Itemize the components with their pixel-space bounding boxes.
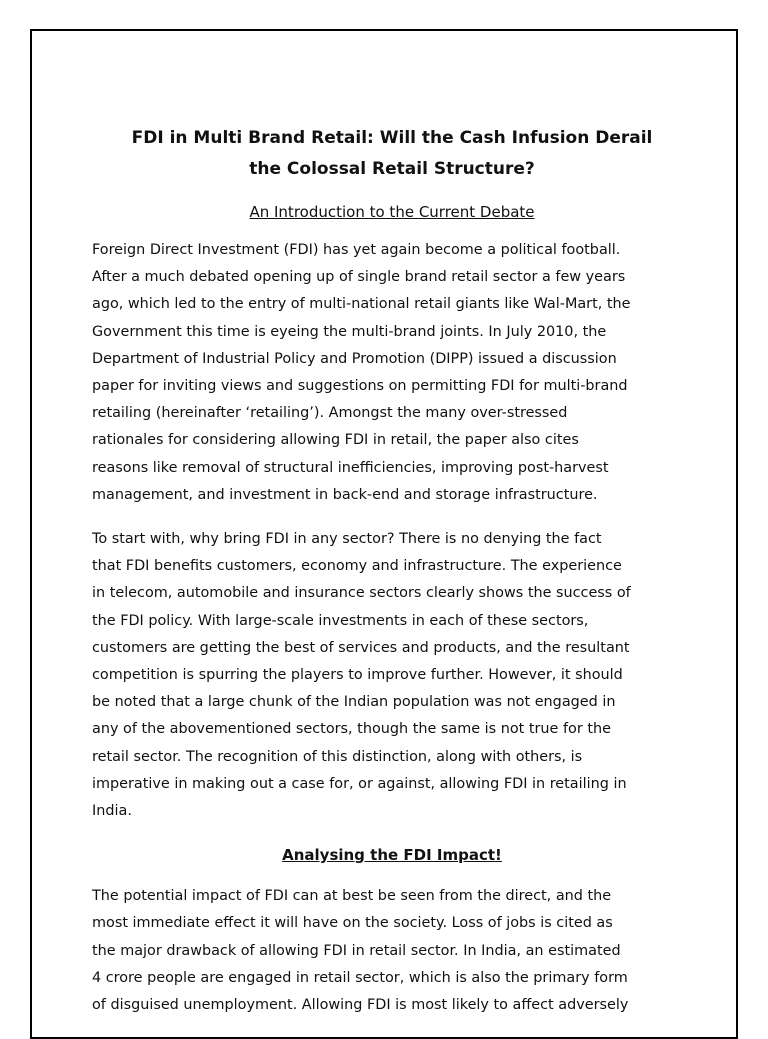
paragraph-line: of disguised unemployment. Allowing FDI is most likely to affect adversely [92,997,629,1014]
paragraph-line: most immediate effect it will have on the society. Loss of jobs is cited as [92,915,613,932]
document-page [30,29,738,1039]
paragraph-line: 4 crore people are engaged in retail sector, which is also the primary form [92,969,628,986]
paragraph-line: that FDI benefits customers, economy and infrastructure. The experience [92,558,622,575]
paragraph-line: The potential impact of FDI can at best be seen from the direct, and the [92,888,612,905]
paragraph-line: reasons like removal of structural inefficiencies, improving post-harvest [92,459,609,476]
paragraph-line: retail sector. The recognition of this distinction, along with others, is [92,748,583,765]
paragraph-line: imperative in making out a case for, or against, allowing FDI in retailing in [92,775,627,792]
paragraph-line: ago, which led to the entry of multi-national retail giants like Wal-Mart, the [92,296,631,313]
paragraph-line: customers are getting the best of services and products, and the resultant [92,639,630,656]
paragraph-line: retailing (hereinafter ‘retailing’). Amongst the many over-stressed [92,405,568,422]
title-line: FDI in Multi Brand Retail: Will the Cash Infusion Derail [131,128,653,148]
paragraph-1 [92,237,692,509]
paragraph-line: To start with, why bring FDI in any sector? There is no denying the fact [92,531,602,548]
paragraph-line: management, and investment in back-end and storage infrastructure. [92,486,598,503]
paragraph-line: India. [92,803,132,820]
paragraph-line: rationales for considering allowing FDI in retail, the paper also cites [92,432,579,449]
paragraph-line: competition is spurring the players to improve further. However, it should [92,667,623,684]
paragraph-line: paper for inviting views and suggestions on permitting FDI for multi-brand [92,378,628,395]
paragraph-line: in telecom, automobile and insurance sectors clearly shows the success of [92,585,631,602]
paragraph-line: Government this time is eyeing the multi-brand joints. In July 2010, the [92,323,607,340]
paragraph-line: be noted that a large chunk of the Indian population was not engaged in [92,694,616,711]
document-content [92,89,692,1019]
title-line: the Colossal Retail Structure? [249,159,535,179]
paragraph-line: Foreign Direct Investment (FDI) has yet again become a political football. [92,242,621,258]
section-heading-impact: Analysing the FDI Impact! [282,846,502,865]
paragraph-line: any of the abovementioned sectors, though the same is not true for the [92,721,611,738]
paragraph-2 [92,526,692,825]
paragraph-line: After a much debated opening up of single brand retail sector a few years [92,269,626,286]
paragraph-3 [92,883,692,1019]
paragraph-line: Department of Industrial Policy and Promotion (DIPP) issued a discussion [92,350,617,367]
document-title [92,123,692,185]
paragraph-line: the major drawback of allowing FDI in retail sector. In India, an estimated [92,942,621,959]
section-heading-introduction: An Introduction to the Current Debate [249,203,535,221]
paragraph-line: the FDI policy. With large-scale investments in each of these sectors, [92,612,589,629]
